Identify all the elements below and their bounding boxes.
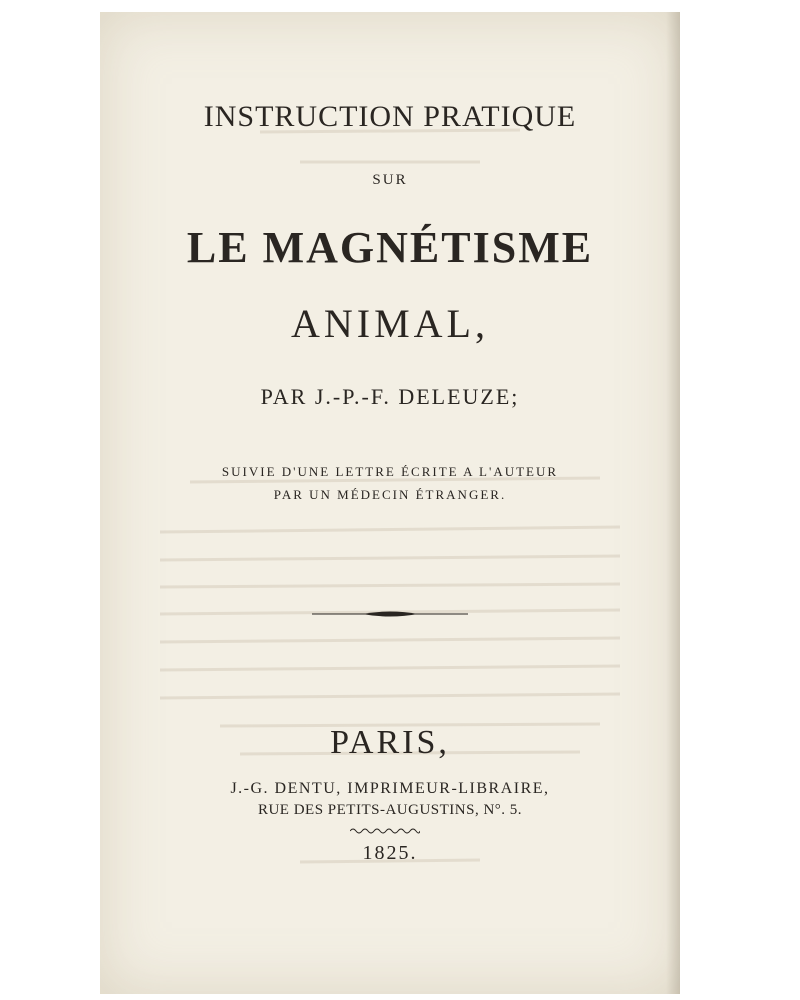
title-line-4: ANIMAL, — [291, 301, 489, 346]
city-line: PARIS, — [330, 724, 450, 761]
title-line-2: SUR — [372, 172, 408, 188]
subtitle-line-1: SUIVIE D'UNE LETTRE ÉCRITE A L'AUTEUR — [221, 464, 559, 479]
year-line: 1825. — [362, 842, 418, 864]
title-line-1: INSTRUCTION PRATIQUE — [203, 100, 577, 133]
ornamental-squiggle — [350, 827, 420, 835]
ornamental-rule — [312, 608, 468, 620]
title-line-3: LE MAGNÉTISME — [186, 223, 594, 272]
subtitle-line-2: PAR UN MÉDECIN ÉTRANGER. — [273, 487, 507, 502]
title-page — [100, 12, 680, 994]
publisher-line: J.-G. DENTU, IMPRIMEUR-LIBRAIRE, — [230, 780, 550, 797]
address-line: RUE DES PETITS-AUGUSTINS, N°. 5. — [257, 802, 523, 818]
author-line: PAR J.-P.-F. DELEUZE; — [260, 384, 520, 409]
